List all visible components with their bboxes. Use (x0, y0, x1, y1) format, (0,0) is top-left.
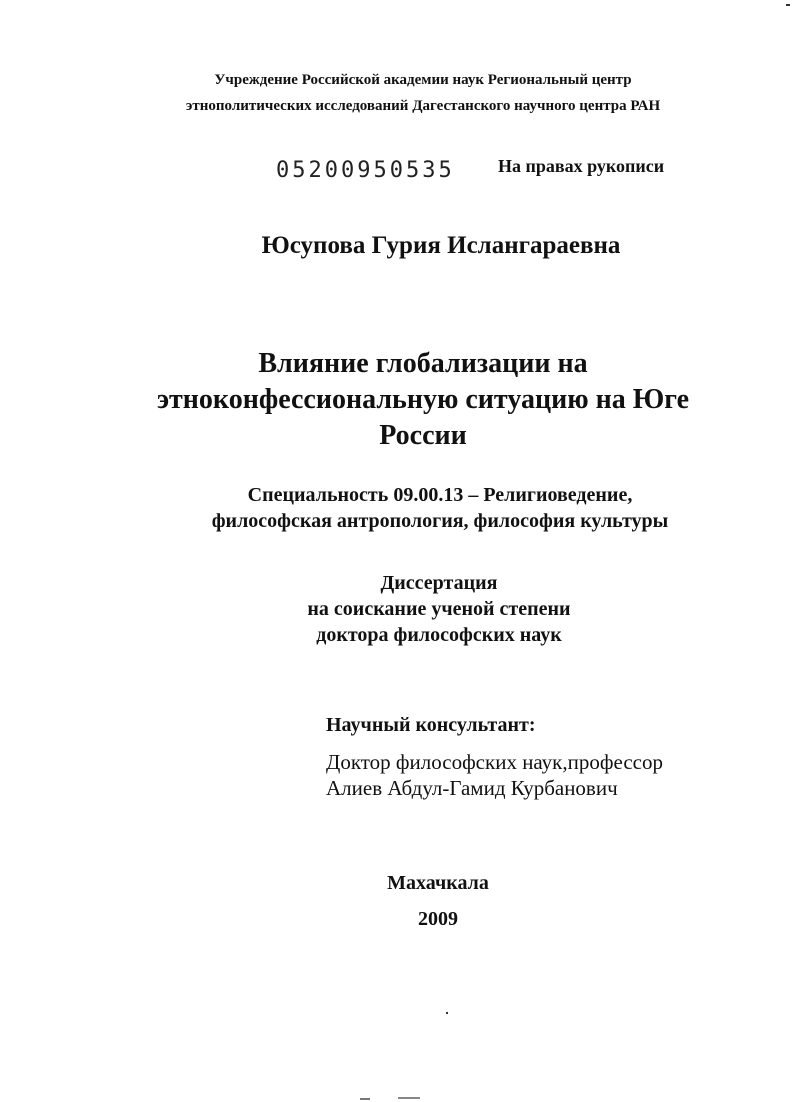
institution-line-1: Учреждение Российской академии наук Региональный центр (214, 72, 632, 88)
specialty-line-1: Специальность 09.00.13 – Религиоведение, (247, 484, 633, 506)
title-line-2: этноконфессиональную ситуацию на Юге (156, 384, 690, 415)
consultant-heading: Научный консультант: (326, 714, 536, 736)
scan-speck (446, 1012, 448, 1014)
dissertation-line-2: на соискание ученой степени (307, 598, 571, 620)
consultant-name: Алиев Абдул-Гамид Курбанович (326, 776, 618, 800)
year: 2009 (418, 908, 458, 930)
title-line-1: Влияние глобализации на (258, 348, 588, 379)
scan-speck (786, 4, 790, 6)
title-line-3: России (379, 420, 467, 451)
specialty (0, 482, 796, 534)
dissertation-title (0, 346, 796, 454)
scan-speck (360, 1098, 370, 1100)
author-name: Юсупова Гурия Ислангараевна (261, 232, 621, 259)
consultant-degree: Доктор философских наук,профессор (326, 750, 663, 774)
dissertation-line-1: Диссертация (380, 572, 498, 594)
catalog-number: 05200950535 (276, 158, 455, 183)
specialty-line-2: философская антропология, философия культуры (211, 510, 669, 532)
dissertation-type (0, 570, 796, 648)
scan-speck (398, 1097, 420, 1099)
dissertation-line-3: доктора философских наук (316, 624, 562, 646)
rights-note: На правах рукописи (498, 156, 665, 176)
city: Махачкала (387, 872, 489, 894)
institution-line-2: этнополитических исследований Дагестанского научного центра РАН (185, 98, 661, 114)
